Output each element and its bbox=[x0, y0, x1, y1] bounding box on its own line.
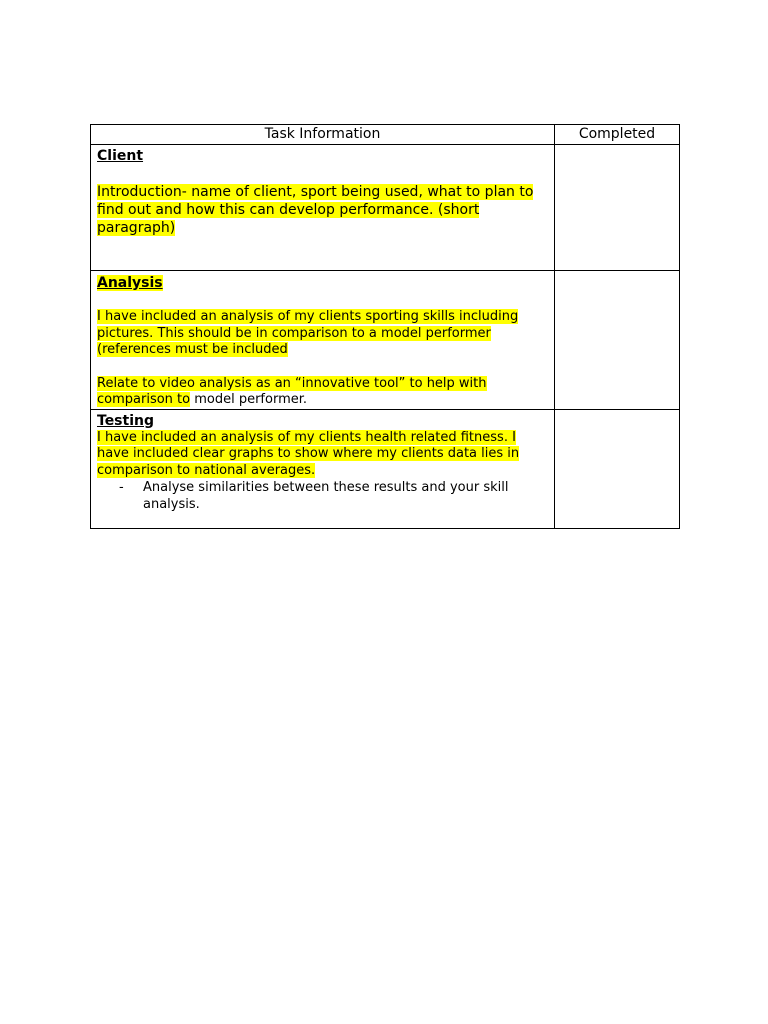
header-row bbox=[91, 125, 680, 145]
bullet-dash: - bbox=[119, 480, 124, 495]
task-table bbox=[90, 124, 680, 529]
table-row-testing bbox=[91, 409, 680, 528]
analysis-para-2-plain: model performer. bbox=[190, 392, 308, 407]
section-title-client: Client bbox=[97, 148, 144, 164]
completed-cell-analysis[interactable] bbox=[555, 271, 680, 410]
section-title-analysis: Analysis bbox=[97, 275, 163, 291]
testing-bullet-text: Analyse similarities between these results and your skill analysis. bbox=[143, 480, 509, 512]
client-intro-text: Introduction- name of client, sport being used, what to plan to find out and how this can develop performance. (short paragraph) bbox=[97, 184, 534, 236]
section-title-testing: Testing bbox=[97, 412, 154, 429]
analysis-para-1: I have included an analysis of my clients sporting skills including pictures. This should be in comparison to a model performer (references must be included bbox=[97, 309, 519, 357]
table-row-analysis bbox=[91, 271, 680, 410]
table-row-client bbox=[91, 145, 680, 271]
completed-cell-client[interactable] bbox=[555, 145, 680, 271]
completed-cell-testing[interactable] bbox=[555, 409, 680, 528]
header-completed: Completed bbox=[555, 125, 680, 145]
analysis-para-2-highlighted: Relate to video analysis as an “innovative tool” to help with comparison to bbox=[97, 375, 487, 407]
task-cell-testing bbox=[91, 409, 555, 528]
task-cell-client bbox=[91, 145, 555, 271]
header-task-information: Task Information bbox=[91, 125, 555, 145]
testing-para-1: I have included an analysis of my clients health related fitness. I have included clear graphs to show where my clients data lies in comparison to national averages. bbox=[97, 429, 520, 478]
list-item bbox=[97, 479, 548, 513]
task-cell-analysis bbox=[91, 271, 555, 410]
